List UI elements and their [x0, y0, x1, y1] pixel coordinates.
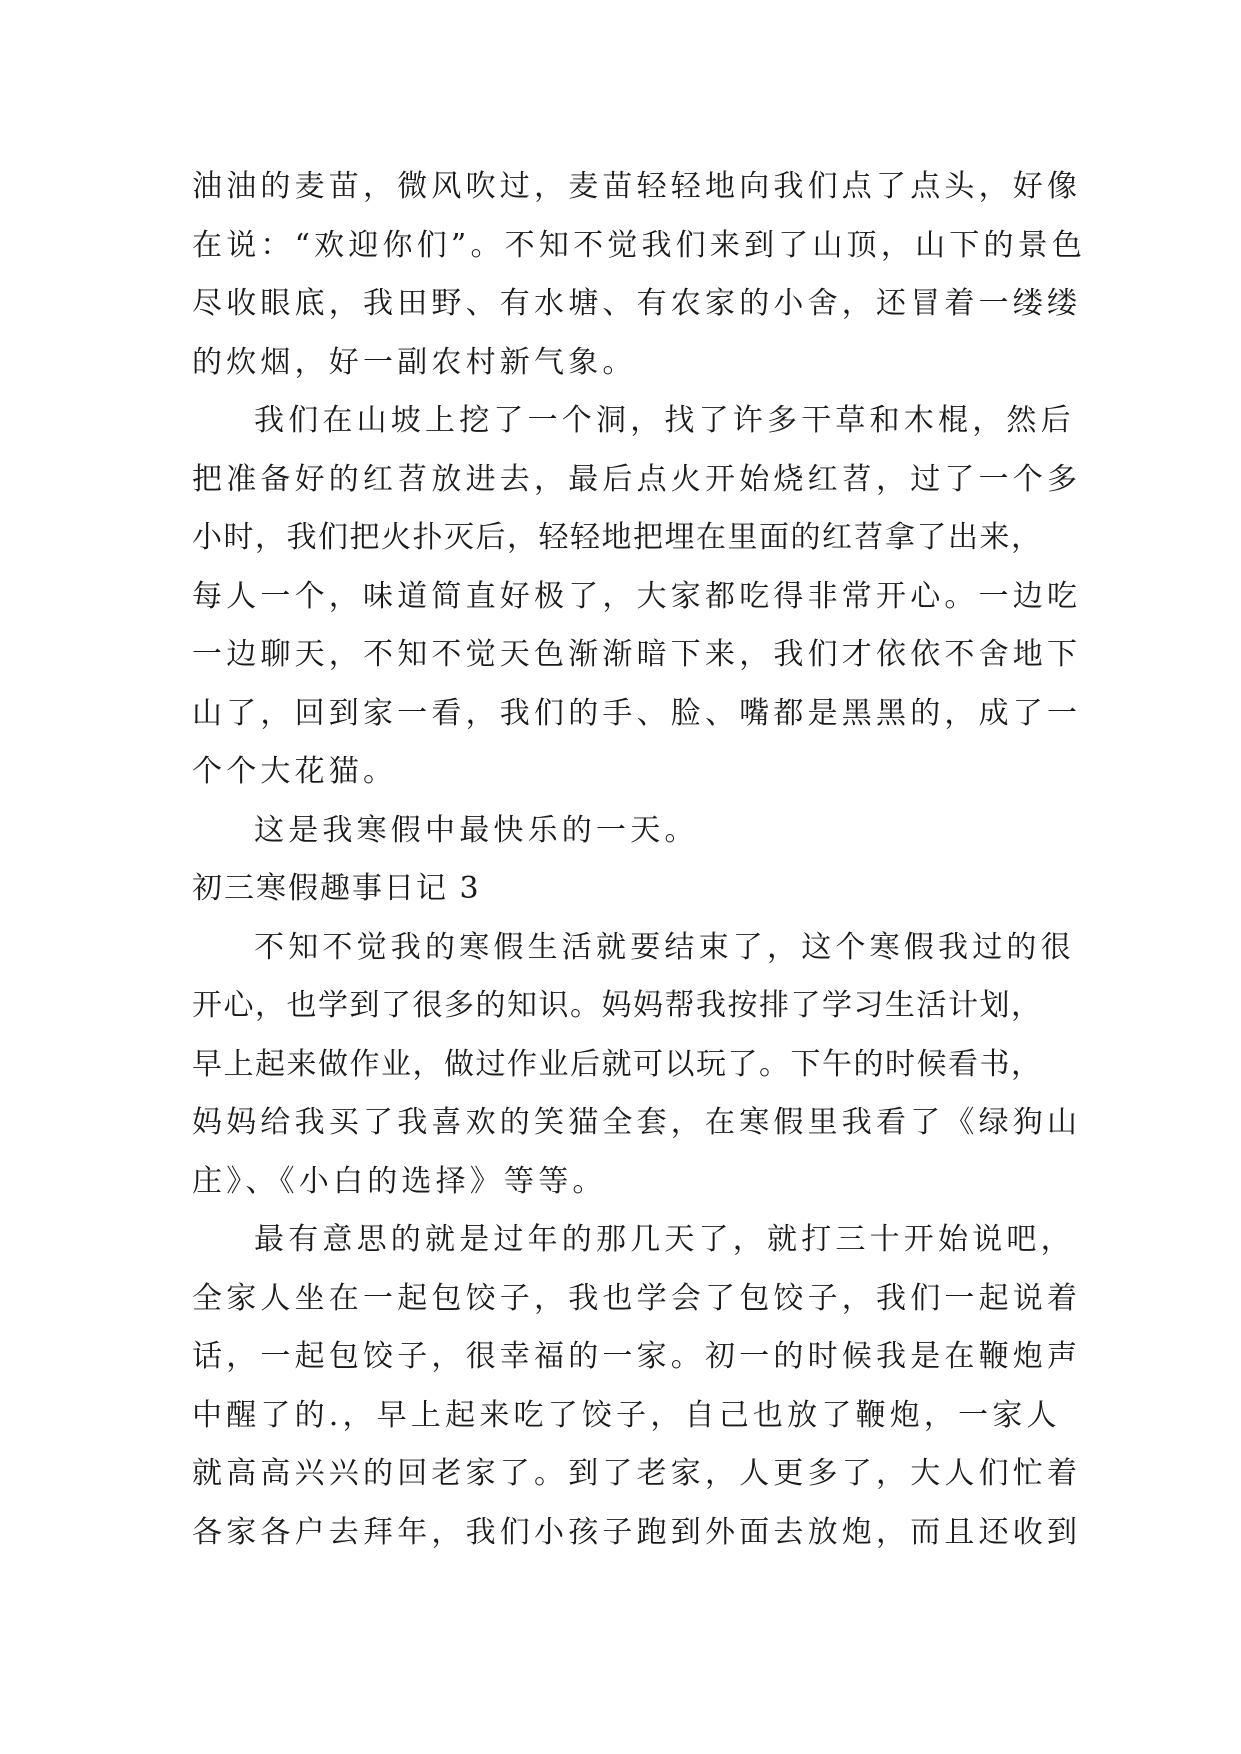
text-line: 个个大花猫。	[192, 754, 398, 789]
text-line: 山了，回到家一看，我们的手、脸、嘴都是黑黑的，成了一	[192, 695, 1082, 731]
text-line: 油油的麦苗，微风吹过，麦苗轻轻地向我们点了点头，好像	[192, 169, 1082, 204]
text-line: 中醒了的.，早上起来吃了饺子，自己也放了鞭炮，一家人	[192, 1397, 1061, 1433]
text-line: 最有意思的就是过年的那几天了，就打三十开始说吧，	[254, 1222, 1075, 1257]
text-line: 早上起来做作业，做过作业后就可以玩了。下午的时候看书，	[192, 1046, 1043, 1082]
text-line: 每人一个，味道简直好极了，大家都吃得非常开心。一边吃	[192, 578, 1082, 614]
text-line: 在说：“欢迎你们”。不知不觉我们来到了山顶，山下的景色	[192, 227, 1087, 263]
text-line: 一边聊天，不知不觉天色渐渐暗下来，我们才依依不舍地下	[192, 637, 1082, 672]
text-line: 小时，我们把火扑灭后，轻轻地把埋在里面的红苕拿了出来，	[192, 520, 1043, 555]
section-heading: 初三寒假趣事日记 3	[192, 871, 481, 906]
text-line: 不知不觉我的寒假生活就要结束了，这个寒假我过的很	[254, 929, 1075, 965]
text-line: 妈妈给我买了我喜欢的笑猫全套，在寒假里我看了《绿狗山	[192, 1105, 1082, 1140]
text-line: 把准备好的红苕放进去，最后点火开始烧红苕，过了一个多	[192, 461, 1082, 497]
text-line: 我们在山坡上挖了一个洞，找了许多干草和木棍，然后	[254, 403, 1075, 438]
text-line: 话，一起包饺子，很幸福的一家。初一的时候我是在鞭炮声	[192, 1339, 1082, 1374]
text-line: 庄》、《小白的选择》等等。	[192, 1163, 607, 1199]
text-line: 尽收眼底，我田野、有水塘、有农家的小舍，还冒着一缕缕	[192, 286, 1082, 321]
text-line: 开心，也学到了很多的知识。妈妈帮我按排了学习生活计划，	[192, 988, 1043, 1023]
text-line: 的炊烟，好一副农村新气象。	[192, 344, 637, 380]
text-line: 就高高兴兴的回老家了。到了老家，人更多了，大人们忙着	[192, 1456, 1082, 1491]
text-line: 各家各户去拜年，我们小孩子跑到外面去放炮，而且还收到	[192, 1514, 1082, 1550]
text-line: 全家人坐在一起包饺子，我也学会了包饺子，我们一起说着	[192, 1280, 1082, 1316]
text-line: 这是我寒假中最快乐的一天。	[254, 812, 699, 848]
document-body	[192, 158, 1087, 1562]
